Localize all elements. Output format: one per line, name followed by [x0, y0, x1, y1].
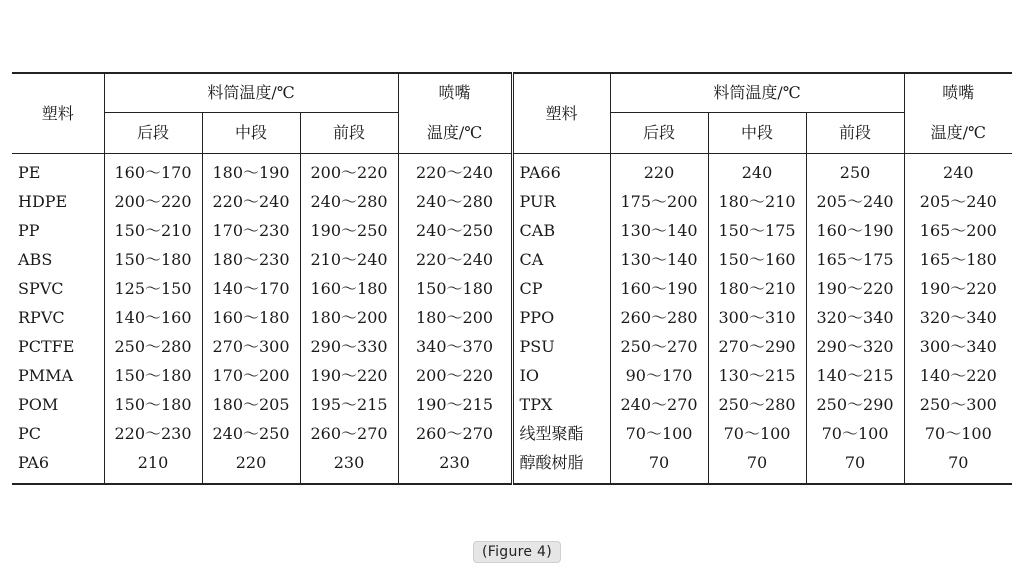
- header-nozzle-left-line2: 温度/℃: [398, 113, 512, 154]
- table-row: [12, 216, 1012, 245]
- header-rear-left: 后段: [104, 113, 202, 154]
- rear-temp-right: 240～270: [610, 390, 708, 419]
- rear-temp-right: 70～100: [610, 419, 708, 448]
- nozzle-temp-left: 180～200: [398, 303, 512, 332]
- front-temp-right: 290～320: [806, 332, 904, 361]
- middle-temp-right: 70～100: [708, 419, 806, 448]
- middle-temp-left: 220: [202, 448, 300, 484]
- middle-temp-left: 160～180: [202, 303, 300, 332]
- plastic-name-right: CA: [512, 245, 610, 274]
- table-row: [12, 154, 1012, 188]
- header-nozzle-right-line2: 温度/℃: [904, 113, 1012, 154]
- plastic-name-left: POM: [18, 395, 59, 414]
- table-row: [12, 448, 1012, 484]
- nozzle-temp-right: 70～100: [904, 419, 1012, 448]
- plastic-name-left: HDPE: [18, 192, 68, 211]
- nozzle-temp-left: 150～180: [398, 274, 512, 303]
- front-temp-right: 250: [806, 154, 904, 188]
- nozzle-temp-right: 70: [904, 448, 1012, 484]
- figure-caption: (Figure 4): [473, 541, 561, 563]
- table-row: [12, 187, 1012, 216]
- front-temp-left: 200～220: [300, 154, 398, 188]
- nozzle-temp-right: 140～220: [904, 361, 1012, 390]
- table-row: [12, 332, 1012, 361]
- front-temp-right: 320～340: [806, 303, 904, 332]
- temperature-table-container: [12, 72, 1012, 485]
- front-temp-left: 240～280: [300, 187, 398, 216]
- middle-temp-left: 240～250: [202, 419, 300, 448]
- middle-temp-left: 170～200: [202, 361, 300, 390]
- plastic-name-left: PCTFE: [18, 337, 75, 356]
- front-temp-left: 260～270: [300, 419, 398, 448]
- nozzle-temp-left: 240～280: [398, 187, 512, 216]
- plastic-name-left: PC: [18, 424, 42, 443]
- middle-temp-right: 300～310: [708, 303, 806, 332]
- front-temp-left: 210～240: [300, 245, 398, 274]
- middle-temp-right: 250～280: [708, 390, 806, 419]
- nozzle-temp-right: 240: [904, 154, 1012, 188]
- nozzle-temp-left: 220～240: [398, 245, 512, 274]
- rear-temp-left: 250～280: [104, 332, 202, 361]
- rear-temp-left: 140～160: [104, 303, 202, 332]
- plastic-name-right: PSU: [512, 332, 610, 361]
- front-temp-right: 190～220: [806, 274, 904, 303]
- middle-temp-left: 170～230: [202, 216, 300, 245]
- plastic-name-right: PA66: [512, 154, 610, 188]
- header-front-left: 前段: [300, 113, 398, 154]
- plastic-name-right: CP: [512, 274, 610, 303]
- rear-temp-left: 150～180: [104, 361, 202, 390]
- plastic-name-left: PE: [18, 163, 41, 182]
- rear-temp-left: 160～170: [104, 154, 202, 188]
- header-middle-left: 中段: [202, 113, 300, 154]
- front-temp-left: 180～200: [300, 303, 398, 332]
- header-plastic-left: 塑料: [12, 73, 104, 154]
- middle-temp-left: 180～205: [202, 390, 300, 419]
- nozzle-temp-right: 250～300: [904, 390, 1012, 419]
- rear-temp-right: 220: [610, 154, 708, 188]
- table-row: [12, 390, 1012, 419]
- rear-temp-right: 160～190: [610, 274, 708, 303]
- plastic-name-left: RPVC: [18, 308, 65, 327]
- middle-temp-left: 220～240: [202, 187, 300, 216]
- plastic-name-right: CAB: [512, 216, 610, 245]
- rear-temp-right: 90～170: [610, 361, 708, 390]
- rear-temp-left: 150～210: [104, 216, 202, 245]
- barrel-temperature-table: [12, 72, 1012, 485]
- middle-temp-right: 180～210: [708, 274, 806, 303]
- middle-temp-right: 180～210: [708, 187, 806, 216]
- front-temp-left: 190～220: [300, 361, 398, 390]
- plastic-name-right: 线型聚酯: [512, 419, 610, 448]
- nozzle-temp-left: 260～270: [398, 419, 512, 448]
- front-temp-left: 230: [300, 448, 398, 484]
- rear-temp-left: 200～220: [104, 187, 202, 216]
- middle-temp-right: 70: [708, 448, 806, 484]
- nozzle-temp-left: 240～250: [398, 216, 512, 245]
- rear-temp-right: 130～140: [610, 245, 708, 274]
- front-temp-right: 205～240: [806, 187, 904, 216]
- middle-temp-right: 270～290: [708, 332, 806, 361]
- header-plastic-right: 塑料: [512, 73, 610, 154]
- plastic-name-right: PPO: [512, 303, 610, 332]
- plastic-name-left: SPVC: [18, 279, 64, 298]
- nozzle-temp-right: 205～240: [904, 187, 1012, 216]
- front-temp-right: 160～190: [806, 216, 904, 245]
- nozzle-temp-right: 165～180: [904, 245, 1012, 274]
- rear-temp-right: 260～280: [610, 303, 708, 332]
- middle-temp-right: 240: [708, 154, 806, 188]
- header-middle-right: 中段: [708, 113, 806, 154]
- front-temp-right: 70: [806, 448, 904, 484]
- nozzle-temp-right: 165～200: [904, 216, 1012, 245]
- plastic-name-right: TPX: [512, 390, 610, 419]
- nozzle-temp-left: 340～370: [398, 332, 512, 361]
- table-row: [12, 274, 1012, 303]
- middle-temp-left: 180～190: [202, 154, 300, 188]
- nozzle-temp-right: 190～220: [904, 274, 1012, 303]
- plastic-name-left: PA6: [18, 453, 50, 472]
- table-row: [12, 303, 1012, 332]
- middle-temp-left: 140～170: [202, 274, 300, 303]
- header-nozzle-left-line1: 喷嘴: [398, 73, 512, 113]
- rear-temp-right: 130～140: [610, 216, 708, 245]
- rear-temp-right: 250～270: [610, 332, 708, 361]
- plastic-name-left: ABS: [18, 250, 53, 269]
- nozzle-temp-right: 300～340: [904, 332, 1012, 361]
- rear-temp-right: 70: [610, 448, 708, 484]
- front-temp-left: 160～180: [300, 274, 398, 303]
- middle-temp-right: 150～175: [708, 216, 806, 245]
- header-barrel-temp-right: 料筒温度/℃: [610, 73, 904, 113]
- plastic-name-right: 醇酸树脂: [512, 448, 610, 484]
- rear-temp-left: 125～150: [104, 274, 202, 303]
- header-nozzle-right-line1: 喷嘴: [904, 73, 1012, 113]
- front-temp-right: 250～290: [806, 390, 904, 419]
- front-temp-left: 195～215: [300, 390, 398, 419]
- front-temp-right: 140～215: [806, 361, 904, 390]
- nozzle-temp-left: 230: [398, 448, 512, 484]
- middle-temp-right: 150～160: [708, 245, 806, 274]
- nozzle-temp-left: 190～215: [398, 390, 512, 419]
- middle-temp-right: 130～215: [708, 361, 806, 390]
- nozzle-temp-right: 320～340: [904, 303, 1012, 332]
- rear-temp-left: 150～180: [104, 245, 202, 274]
- table-row: [12, 419, 1012, 448]
- nozzle-temp-left: 220～240: [398, 154, 512, 188]
- front-temp-left: 190～250: [300, 216, 398, 245]
- header-rear-right: 后段: [610, 113, 708, 154]
- table-row: [12, 245, 1012, 274]
- middle-temp-left: 180～230: [202, 245, 300, 274]
- front-temp-right: 70～100: [806, 419, 904, 448]
- plastic-name-left: PP: [18, 221, 40, 240]
- rear-temp-right: 175～200: [610, 187, 708, 216]
- plastic-name-left: PMMA: [18, 366, 74, 385]
- nozzle-temp-left: 200～220: [398, 361, 512, 390]
- rear-temp-left: 220～230: [104, 419, 202, 448]
- rear-temp-left: 150～180: [104, 390, 202, 419]
- table-row: [12, 361, 1012, 390]
- header-front-right: 前段: [806, 113, 904, 154]
- header-barrel-temp-left: 料筒温度/℃: [104, 73, 398, 113]
- middle-temp-left: 270～300: [202, 332, 300, 361]
- rear-temp-left: 210: [104, 448, 202, 484]
- plastic-name-right: PUR: [512, 187, 610, 216]
- plastic-name-right: IO: [512, 361, 610, 390]
- front-temp-left: 290～330: [300, 332, 398, 361]
- front-temp-right: 165～175: [806, 245, 904, 274]
